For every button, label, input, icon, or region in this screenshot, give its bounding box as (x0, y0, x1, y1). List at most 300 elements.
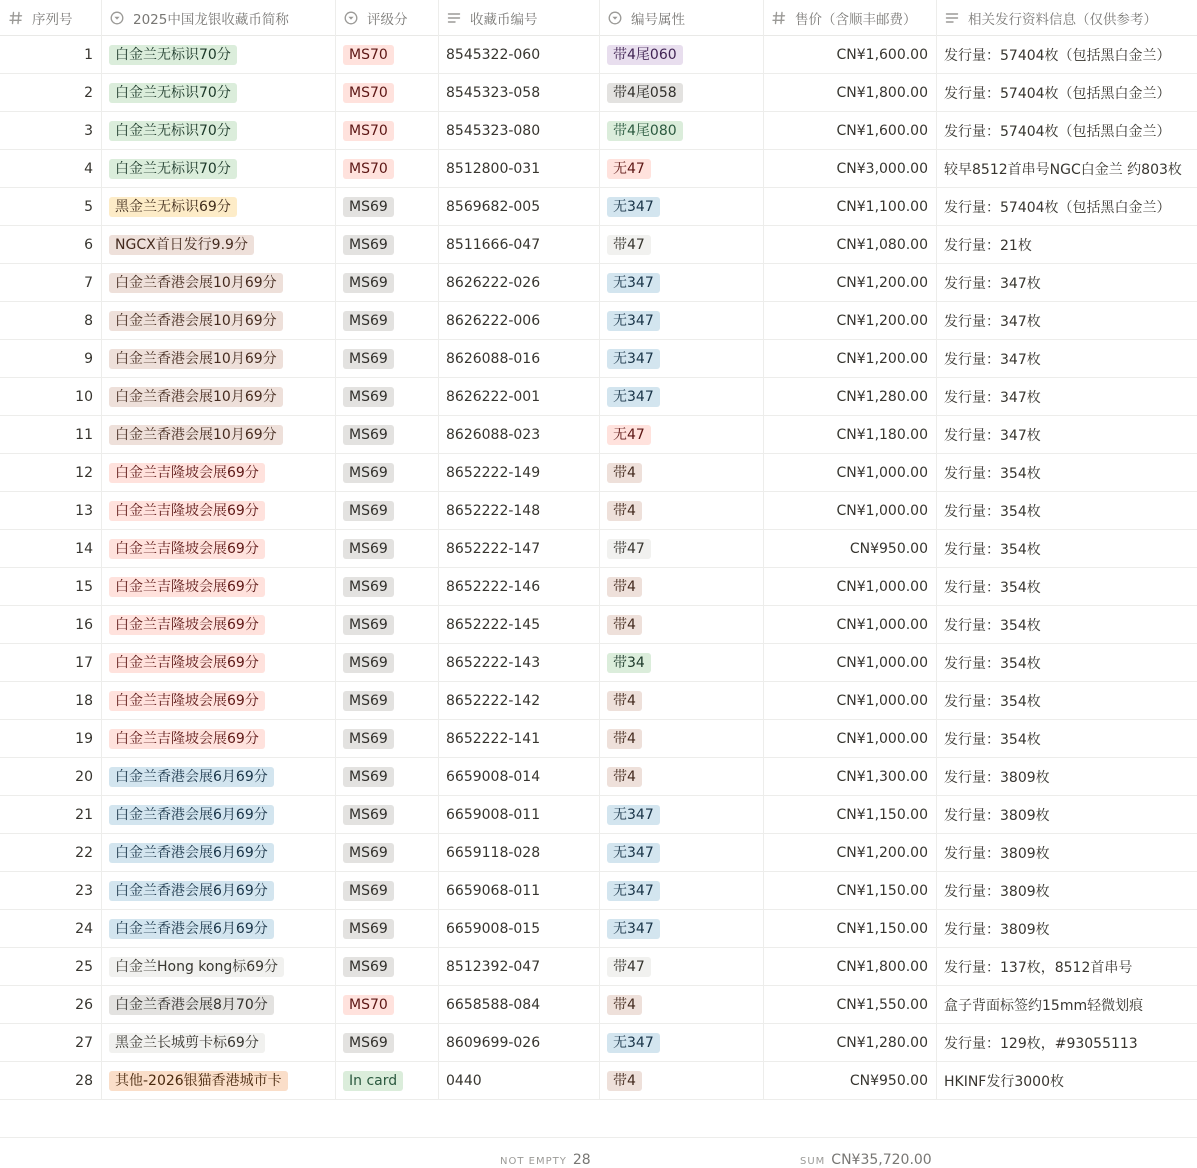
cell-name[interactable] (101, 758, 335, 796)
cell-seq: 16 (75, 617, 93, 633)
cell-seq[interactable] (0, 264, 101, 302)
cell-grade[interactable] (335, 682, 438, 720)
cell-info: 发行量：57404枚（包括黑白金兰） (944, 48, 1171, 64)
cell-name[interactable] (101, 872, 335, 910)
cell-seq[interactable] (0, 568, 101, 606)
cell-attr[interactable] (599, 226, 763, 264)
cell-info: 发行量：3809枚 (944, 846, 1050, 862)
cell-attr-tag: 带4 (607, 615, 642, 635)
cell-price[interactable] (763, 112, 936, 150)
cell-code[interactable] (438, 416, 599, 454)
cell-seq[interactable] (0, 606, 101, 644)
cell-name-tag: 白金兰香港会展10月69分 (109, 349, 283, 369)
cell-price[interactable] (763, 36, 936, 74)
cell-grade-tag: MS70 (343, 121, 394, 141)
cell-name[interactable] (101, 910, 335, 948)
cell-name[interactable] (101, 36, 335, 74)
cell-name-tag: 白金兰香港会展6月69分 (109, 767, 274, 787)
cell-grade[interactable] (335, 568, 438, 606)
cell-price[interactable] (763, 416, 936, 454)
cell-code[interactable] (438, 36, 599, 74)
cell-seq[interactable] (0, 910, 101, 948)
cell-price[interactable] (763, 986, 936, 1024)
cell-grade[interactable] (335, 530, 438, 568)
cell-code[interactable] (438, 340, 599, 378)
cell-price[interactable] (763, 264, 936, 302)
column-header-info[interactable] (936, 0, 1197, 36)
cell-name[interactable] (101, 188, 335, 226)
cell-name-tag: 其他-2026银猫香港城市卡 (109, 1071, 288, 1091)
cell-name[interactable] (101, 340, 335, 378)
cell-code[interactable] (438, 112, 599, 150)
cell-code[interactable] (438, 834, 599, 872)
cell-price[interactable] (763, 834, 936, 872)
cell-seq[interactable] (0, 454, 101, 492)
cell-seq: 3 (84, 123, 93, 139)
cell-code[interactable] (438, 1062, 599, 1100)
cell-code[interactable] (438, 74, 599, 112)
cell-info[interactable] (936, 340, 1197, 378)
cell-name[interactable] (101, 264, 335, 302)
cell-price[interactable] (763, 150, 936, 188)
cell-name[interactable] (101, 530, 335, 568)
cell-grade[interactable] (335, 872, 438, 910)
cell-price[interactable] (763, 872, 936, 910)
cell-attr[interactable] (599, 644, 763, 682)
cell-grade[interactable] (335, 416, 438, 454)
cell-grade[interactable] (335, 910, 438, 948)
cell-code: 6659008-011 (446, 807, 541, 823)
cell-attr[interactable] (599, 74, 763, 112)
cell-attr[interactable] (599, 682, 763, 720)
cell-attr[interactable] (599, 416, 763, 454)
cell-seq[interactable] (0, 644, 101, 682)
cell-code: 8545322-060 (446, 47, 541, 63)
cell-code: 8652222-148 (446, 503, 541, 519)
cell-info[interactable] (936, 112, 1197, 150)
cell-code[interactable] (438, 948, 599, 986)
cell-info[interactable] (936, 264, 1197, 302)
cell-grade-tag: MS69 (343, 273, 394, 293)
cell-grade[interactable] (335, 758, 438, 796)
cell-seq: 12 (75, 465, 93, 481)
cell-grade[interactable] (335, 1062, 438, 1100)
cell-price: CN¥1,150.00 (836, 921, 928, 937)
cell-attr[interactable] (599, 910, 763, 948)
cell-name-tag: 黑金兰长城剪卡标69分 (109, 1033, 265, 1053)
cell-price: CN¥1,080.00 (836, 237, 928, 253)
cell-info[interactable] (936, 910, 1197, 948)
cell-code[interactable] (438, 872, 599, 910)
cell-info: 较早8512首串号NGC白金兰 约803枚 (944, 162, 1182, 178)
cell-name[interactable] (101, 834, 335, 872)
cell-seq: 11 (75, 427, 93, 443)
cell-price[interactable] (763, 74, 936, 112)
cell-grade[interactable] (335, 340, 438, 378)
cell-name[interactable] (101, 454, 335, 492)
cell-info[interactable] (936, 1062, 1197, 1100)
cell-grade[interactable] (335, 226, 438, 264)
cell-attr[interactable] (599, 606, 763, 644)
cell-info[interactable] (936, 492, 1197, 530)
cell-code: 8652222-141 (446, 731, 541, 747)
cell-grade[interactable] (335, 796, 438, 834)
cell-grade-tag: MS69 (343, 235, 394, 255)
cell-grade-tag: MS70 (343, 45, 394, 65)
cell-info[interactable] (936, 948, 1197, 986)
cell-price: CN¥1,000.00 (836, 579, 928, 595)
cell-seq: 28 (75, 1073, 93, 1089)
cell-info[interactable] (936, 188, 1197, 226)
cell-info[interactable] (936, 416, 1197, 454)
cell-grade[interactable] (335, 36, 438, 74)
cell-attr[interactable] (599, 454, 763, 492)
cell-grade[interactable] (335, 986, 438, 1024)
cell-code: 8626222-026 (446, 275, 541, 291)
cell-attr[interactable] (599, 720, 763, 758)
cell-attr[interactable] (599, 492, 763, 530)
cell-attr[interactable] (599, 834, 763, 872)
cell-info[interactable] (936, 454, 1197, 492)
cell-seq[interactable] (0, 188, 101, 226)
cell-grade[interactable] (335, 188, 438, 226)
cell-grade-tag: MS69 (343, 501, 394, 521)
cell-price[interactable] (763, 1024, 936, 1062)
cell-grade-tag: MS69 (343, 843, 394, 863)
cell-name[interactable] (101, 1024, 335, 1062)
cell-grade[interactable] (335, 150, 438, 188)
cell-price[interactable] (763, 1062, 936, 1100)
cell-code[interactable] (438, 378, 599, 416)
cell-code[interactable] (438, 682, 599, 720)
cell-name[interactable] (101, 568, 335, 606)
cell-attr[interactable] (599, 188, 763, 226)
cell-grade[interactable] (335, 948, 438, 986)
cell-price[interactable] (763, 492, 936, 530)
column-header-grade[interactable] (335, 0, 438, 36)
cell-name[interactable] (101, 796, 335, 834)
cell-name[interactable] (101, 150, 335, 188)
cell-name[interactable] (101, 74, 335, 112)
cell-grade[interactable] (335, 378, 438, 416)
cell-attr[interactable] (599, 302, 763, 340)
cell-price[interactable] (763, 758, 936, 796)
cell-info[interactable] (936, 568, 1197, 606)
cell-info: 发行量：57404枚（包括黑白金兰） (944, 200, 1171, 216)
cell-seq[interactable] (0, 378, 101, 416)
cell-name[interactable] (101, 492, 335, 530)
cell-code[interactable] (438, 796, 599, 834)
cell-name[interactable] (101, 112, 335, 150)
count-calculation[interactable] (500, 1152, 591, 1168)
cell-name[interactable] (101, 682, 335, 720)
cell-info[interactable] (936, 150, 1197, 188)
cell-code: 8569682-005 (446, 199, 541, 215)
cell-code[interactable] (438, 302, 599, 340)
cell-info[interactable] (936, 74, 1197, 112)
cell-price[interactable] (763, 302, 936, 340)
cell-name[interactable] (101, 226, 335, 264)
cell-info: 发行量：57404枚（包括黑白金兰） (944, 124, 1171, 140)
cell-grade[interactable] (335, 302, 438, 340)
cell-price: CN¥1,000.00 (836, 693, 928, 709)
cell-seq[interactable] (0, 872, 101, 910)
cell-seq: 13 (75, 503, 93, 519)
cell-price: CN¥1,800.00 (836, 85, 928, 101)
cell-code[interactable] (438, 720, 599, 758)
cell-attr[interactable] (599, 872, 763, 910)
cell-attr[interactable] (599, 796, 763, 834)
cell-info: 发行量：347枚 (944, 276, 1041, 292)
cell-grade-tag: MS69 (343, 1033, 394, 1053)
cell-grade-tag: MS69 (343, 805, 394, 825)
cell-price[interactable] (763, 644, 936, 682)
cell-info[interactable] (936, 378, 1197, 416)
cell-price: CN¥1,200.00 (836, 313, 928, 329)
cell-code[interactable] (438, 226, 599, 264)
cell-grade[interactable] (335, 834, 438, 872)
cell-seq[interactable] (0, 302, 101, 340)
cell-seq[interactable] (0, 682, 101, 720)
cell-price[interactable] (763, 682, 936, 720)
cell-code[interactable] (438, 644, 599, 682)
cell-name[interactable] (101, 378, 335, 416)
cell-seq: 5 (84, 199, 93, 215)
cell-info: 发行量：347枚 (944, 390, 1041, 406)
cell-price[interactable] (763, 910, 936, 948)
cell-seq: 20 (75, 769, 93, 785)
cell-attr-tag: 无347 (607, 881, 660, 901)
column-header-attr[interactable] (599, 0, 763, 36)
cell-name[interactable] (101, 986, 335, 1024)
cell-grade[interactable] (335, 644, 438, 682)
cell-info: 发行量：3809枚 (944, 884, 1050, 900)
cell-code: 8512800-031 (446, 161, 541, 177)
cell-grade-tag: MS69 (343, 425, 394, 445)
cell-attr-tag: 带4尾060 (607, 45, 683, 65)
cell-seq: 25 (75, 959, 93, 975)
sum-calculation[interactable] (800, 1152, 932, 1168)
cell-info[interactable] (936, 302, 1197, 340)
cell-grade[interactable] (335, 454, 438, 492)
cell-price: CN¥1,150.00 (836, 883, 928, 899)
column-header-name[interactable] (101, 0, 335, 36)
cell-info[interactable] (936, 796, 1197, 834)
cell-seq[interactable] (0, 986, 101, 1024)
text-icon (944, 10, 960, 26)
cell-name[interactable] (101, 416, 335, 454)
cell-name-tag: 白金兰吉隆坡会展69分 (109, 691, 265, 711)
cell-price[interactable] (763, 720, 936, 758)
cell-code[interactable] (438, 150, 599, 188)
cell-seq[interactable] (0, 948, 101, 986)
cell-code: 8626088-016 (446, 351, 541, 367)
cell-code[interactable] (438, 492, 599, 530)
cell-name-tag: 白金兰香港会展6月69分 (109, 919, 274, 939)
cell-code[interactable] (438, 454, 599, 492)
cell-name-tag: 白金兰吉隆坡会展69分 (109, 615, 265, 635)
column-divider (335, 0, 336, 1100)
cell-info[interactable] (936, 758, 1197, 796)
cell-price: CN¥1,300.00 (836, 769, 928, 785)
cell-code: 8652222-142 (446, 693, 541, 709)
cell-code[interactable] (438, 568, 599, 606)
cell-name[interactable] (101, 302, 335, 340)
cell-seq[interactable] (0, 150, 101, 188)
cell-info: 发行量：354枚 (944, 580, 1041, 596)
cell-info[interactable] (936, 872, 1197, 910)
column-header-code[interactable] (438, 0, 599, 36)
cell-info: 发行量：3809枚 (944, 922, 1050, 938)
cell-code: 6659068-011 (446, 883, 541, 899)
cell-price[interactable] (763, 454, 936, 492)
cell-price: CN¥1,280.00 (836, 389, 928, 405)
cell-price: CN¥1,180.00 (836, 427, 928, 443)
cell-seq[interactable] (0, 112, 101, 150)
cell-price[interactable] (763, 796, 936, 834)
cell-code: 0440 (446, 1073, 482, 1089)
cell-price[interactable] (763, 948, 936, 986)
cell-price: CN¥950.00 (849, 1073, 928, 1089)
cell-info[interactable] (936, 36, 1197, 74)
column-header-price[interactable] (763, 0, 936, 36)
cell-info[interactable] (936, 682, 1197, 720)
cell-seq[interactable] (0, 226, 101, 264)
count-value: 28 (572, 1152, 591, 1168)
cell-grade[interactable] (335, 1024, 438, 1062)
cell-attr-tag: 带4 (607, 501, 642, 521)
cell-info[interactable] (936, 644, 1197, 682)
cell-name-tag: 白金兰香港会展6月69分 (109, 843, 274, 863)
cell-grade[interactable] (335, 720, 438, 758)
cell-code[interactable] (438, 264, 599, 302)
cell-seq[interactable] (0, 74, 101, 112)
cell-grade-tag: MS69 (343, 691, 394, 711)
column-divider (763, 0, 764, 1100)
cell-code[interactable] (438, 758, 599, 796)
cell-attr[interactable] (599, 568, 763, 606)
cell-seq[interactable] (0, 1062, 101, 1100)
cell-price[interactable] (763, 226, 936, 264)
cell-info: 发行量：354枚 (944, 542, 1041, 558)
cell-name[interactable] (101, 606, 335, 644)
column-header-seq[interactable] (0, 0, 101, 36)
cell-name[interactable] (101, 644, 335, 682)
cell-price[interactable] (763, 340, 936, 378)
cell-attr[interactable] (599, 378, 763, 416)
cell-info[interactable] (936, 986, 1197, 1024)
cell-attr[interactable] (599, 150, 763, 188)
cell-attr[interactable] (599, 758, 763, 796)
column-header-label: 2025中国龙银收藏币简称 (133, 12, 289, 28)
cell-seq[interactable] (0, 834, 101, 872)
cell-price[interactable] (763, 530, 936, 568)
cell-attr-tag: 无347 (607, 843, 660, 863)
cell-info: 发行量：354枚 (944, 466, 1041, 482)
cell-attr[interactable] (599, 1024, 763, 1062)
cell-code[interactable] (438, 606, 599, 644)
cell-info: 发行量：3809枚 (944, 808, 1050, 824)
cell-seq: 4 (84, 161, 93, 177)
cell-seq[interactable] (0, 416, 101, 454)
cell-info[interactable] (936, 226, 1197, 264)
cell-code[interactable] (438, 910, 599, 948)
cell-code[interactable] (438, 188, 599, 226)
cell-attr-tag: 带4尾080 (607, 121, 683, 141)
cell-seq: 24 (75, 921, 93, 937)
cell-price: CN¥1,000.00 (836, 617, 928, 633)
cell-attr[interactable] (599, 264, 763, 302)
cell-seq[interactable] (0, 720, 101, 758)
cell-name[interactable] (101, 948, 335, 986)
cell-seq[interactable] (0, 340, 101, 378)
cell-attr-tag: 无347 (607, 349, 660, 369)
cell-grade[interactable] (335, 74, 438, 112)
cell-name-tag: 白金兰香港会展8月70分 (109, 995, 274, 1015)
cell-code[interactable] (438, 1024, 599, 1062)
cell-info[interactable] (936, 834, 1197, 872)
column-header-label: 评级分 (367, 12, 408, 28)
cell-attr[interactable] (599, 986, 763, 1024)
cell-seq[interactable] (0, 492, 101, 530)
cell-grade-tag: MS69 (343, 577, 394, 597)
cell-info[interactable] (936, 720, 1197, 758)
cell-grade[interactable] (335, 112, 438, 150)
cell-grade[interactable] (335, 264, 438, 302)
cell-price[interactable] (763, 568, 936, 606)
cell-seq[interactable] (0, 530, 101, 568)
cell-attr[interactable] (599, 530, 763, 568)
cell-seq: 17 (75, 655, 93, 671)
cell-seq: 19 (75, 731, 93, 747)
cell-attr-tag: 带34 (607, 653, 651, 673)
cell-price: CN¥1,150.00 (836, 807, 928, 823)
cell-seq[interactable] (0, 36, 101, 74)
cell-attr[interactable] (599, 36, 763, 74)
cell-info[interactable] (936, 530, 1197, 568)
column-header-label: 收藏币编号 (470, 12, 538, 28)
cell-grade[interactable] (335, 492, 438, 530)
cell-attr[interactable] (599, 112, 763, 150)
cell-info[interactable] (936, 606, 1197, 644)
cell-attr[interactable] (599, 1062, 763, 1100)
cell-grade-tag: MS69 (343, 387, 394, 407)
cell-name-tag: 白金兰Hong kong标69分 (109, 957, 284, 977)
cell-seq: 22 (75, 845, 93, 861)
cell-price: CN¥1,200.00 (836, 275, 928, 291)
cell-seq[interactable] (0, 1024, 101, 1062)
cell-code: 8609699-026 (446, 1035, 541, 1051)
cell-attr[interactable] (599, 948, 763, 986)
cell-price[interactable] (763, 188, 936, 226)
cell-code[interactable] (438, 986, 599, 1024)
table-footer (0, 1137, 1197, 1168)
cell-price: CN¥1,200.00 (836, 351, 928, 367)
cell-attr-tag: 无347 (607, 311, 660, 331)
cell-code[interactable] (438, 530, 599, 568)
cell-name[interactable] (101, 720, 335, 758)
cell-price[interactable] (763, 378, 936, 416)
cell-seq[interactable] (0, 796, 101, 834)
cell-attr[interactable] (599, 340, 763, 378)
cell-price: CN¥1,100.00 (836, 199, 928, 215)
cell-grade[interactable] (335, 606, 438, 644)
cell-info[interactable] (936, 1024, 1197, 1062)
cell-price[interactable] (763, 606, 936, 644)
cell-seq[interactable] (0, 758, 101, 796)
cell-attr-tag: 带4 (607, 767, 642, 787)
cell-name[interactable] (101, 1062, 335, 1100)
